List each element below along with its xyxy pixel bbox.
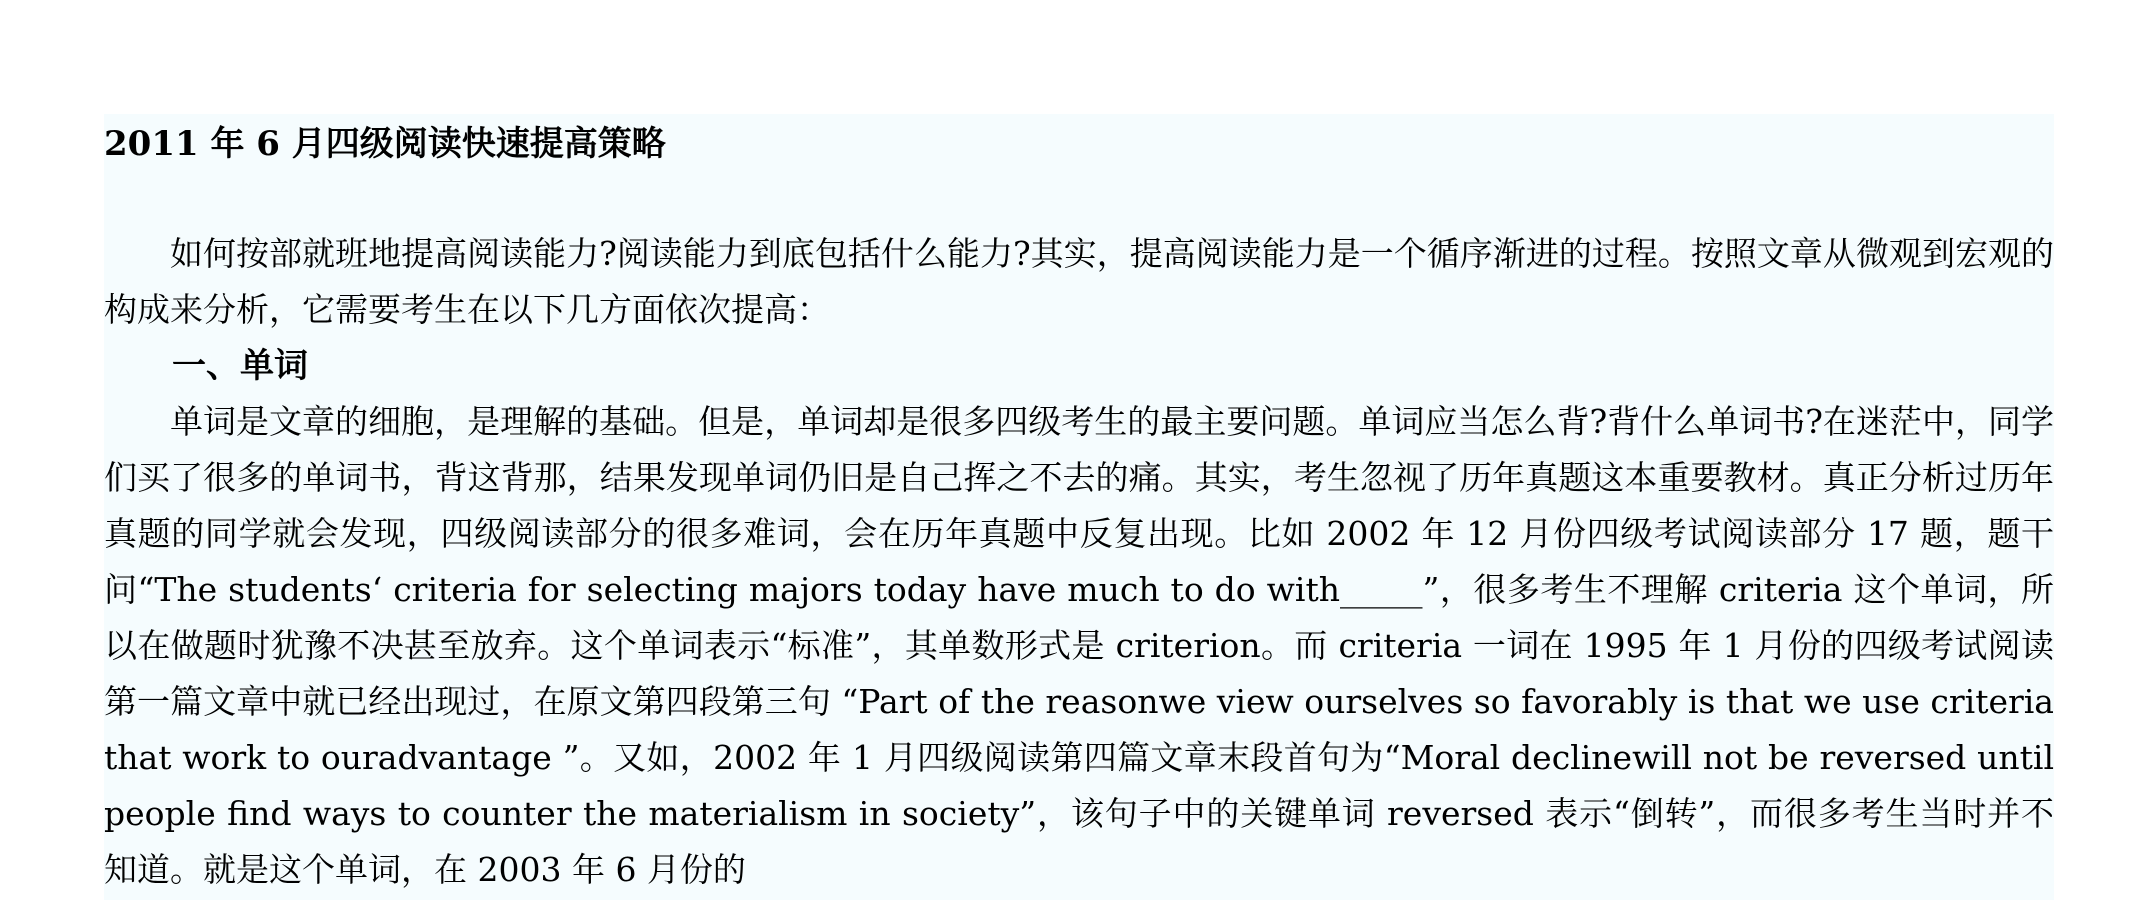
- section-heading: 一、单词: [172, 346, 308, 386]
- document-page: [104, 114, 2054, 900]
- section-paragraph: 单词是文章的细胞，是理解的基础。但是，单词却是很多四级考生的最主要问题。单词应当怎么背?背什么单词书?在迷茫中，同学们买了很多的单词书，背这背那，结果发现单词仍旧是自己挥之不去的痛。其实，考生忽视了历年真题这本重要教材。真正分析过历年真题的同学就会发现，四级阅读部分的很多难词，会在历年真题中反复出现。比如 2002 年 12 月份四级考试阅读部分 17 题，题干问“The students‘ criteria for selecting majors today have much to do with_____”，很多考生不理解 criteria 这个单词，所以在做题时犹豫不决甚至放弃。这个单词表示“标准”，其单数形式是 criterion。而 criteria 一词在 1995 年 1 月份的四级考试阅读第一篇文章中就已经出现过，在原文第四段第三句 “Part of the reasonwe view ourselves so favorably is that we use criteria that work to ouradvantage ”。又如，2002 年 1 月四级阅读第四篇文章末段首句为“Moral declinewill not be reversed until people find ways to counter the materialism in society”，该句子中的关键单词 reversed 表示“倒转”，而很多考生当时并不知道。就是这个单词，在 2003 年 6 月份的: [104, 402, 2054, 889]
- document-body: [104, 226, 2054, 898]
- document-title: 2011 年 6 月四级阅读快速提高策略: [104, 124, 666, 164]
- intro-paragraph: 如何按部就班地提高阅读能力?阅读能力到底包括什么能力?其实，提高阅读能力是一个循序渐进的过程。按照文章从微观到宏观的构成来分析，它需要考生在以下几方面依次提高：: [104, 234, 2054, 329]
